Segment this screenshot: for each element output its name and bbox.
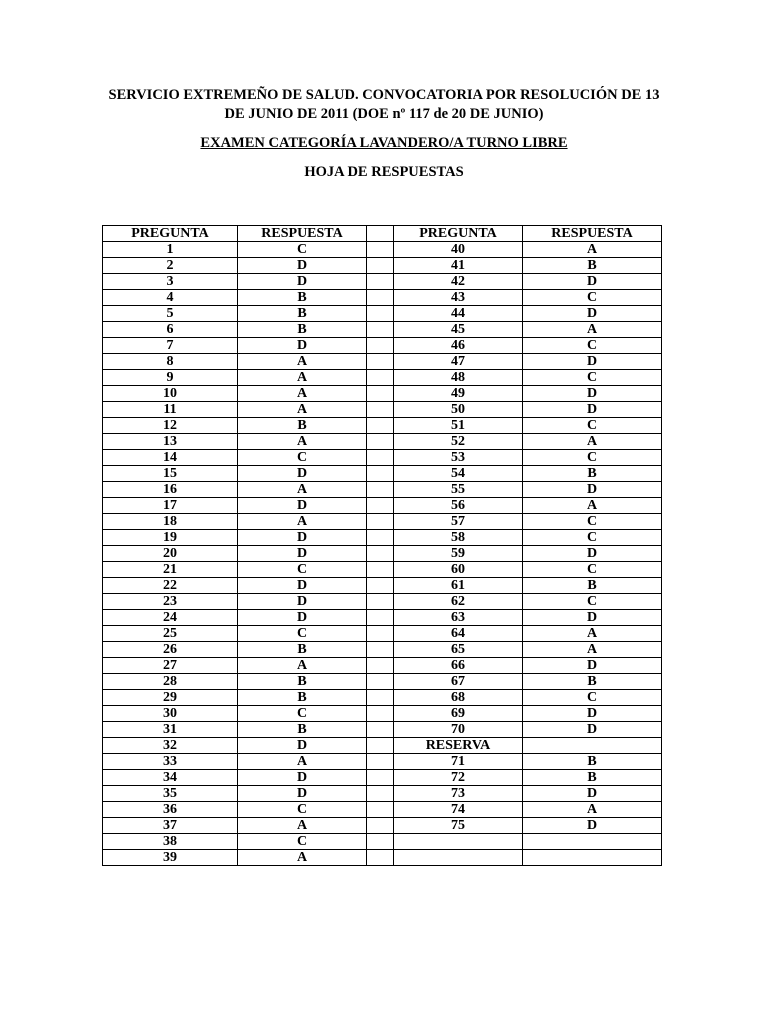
right-answer-letter: B	[523, 258, 662, 274]
left-answer-letter: C	[238, 626, 367, 642]
right-answer-letter: A	[523, 322, 662, 338]
right-question-number: 64	[394, 626, 523, 642]
right-question-number: 52	[394, 434, 523, 450]
column-spacer	[367, 402, 394, 418]
right-answer-letter: C	[523, 450, 662, 466]
right-question-number: 65	[394, 642, 523, 658]
left-answer-letter: B	[238, 722, 367, 738]
right-answer-letter: C	[523, 338, 662, 354]
table-row	[103, 514, 662, 530]
left-question-number: 15	[103, 466, 238, 482]
left-question-number: 8	[103, 354, 238, 370]
column-spacer	[367, 706, 394, 722]
right-question-number: 53	[394, 450, 523, 466]
right-question-number: 51	[394, 418, 523, 434]
left-answer-letter: A	[238, 850, 367, 866]
table-row	[103, 242, 662, 258]
answer-table-body	[103, 226, 662, 866]
table-row	[103, 690, 662, 706]
right-question-number: 58	[394, 530, 523, 546]
column-spacer	[367, 450, 394, 466]
table-row	[103, 674, 662, 690]
column-spacer	[367, 754, 394, 770]
column-spacer	[367, 386, 394, 402]
left-answer-letter: D	[238, 258, 367, 274]
right-question-number: 60	[394, 562, 523, 578]
column-spacer	[367, 306, 394, 322]
right-answer-letter: D	[523, 482, 662, 498]
left-question-number: 5	[103, 306, 238, 322]
column-spacer	[367, 610, 394, 626]
table-header-row	[103, 226, 662, 242]
left-answer-letter: D	[238, 338, 367, 354]
left-answer-letter: B	[238, 690, 367, 706]
right-question-number: 66	[394, 658, 523, 674]
left-question-number: 17	[103, 498, 238, 514]
left-answer-letter: A	[238, 818, 367, 834]
column-spacer	[367, 338, 394, 354]
table-row	[103, 434, 662, 450]
right-answer-letter: D	[523, 610, 662, 626]
column-spacer	[367, 722, 394, 738]
right-answer-letter: B	[523, 674, 662, 690]
table-row	[103, 754, 662, 770]
table-row	[103, 594, 662, 610]
right-answer-letter: C	[523, 562, 662, 578]
right-question-number: 75	[394, 818, 523, 834]
left-answer-letter: C	[238, 242, 367, 258]
left-question-number: 35	[103, 786, 238, 802]
right-answer-letter: A	[523, 642, 662, 658]
left-answer-letter: A	[238, 402, 367, 418]
right-answer-letter: C	[523, 690, 662, 706]
left-question-number: 24	[103, 610, 238, 626]
left-answer-header: RESPUESTA	[238, 226, 367, 242]
right-question-number: 54	[394, 466, 523, 482]
right-answer-letter: D	[523, 818, 662, 834]
right-question-number: 41	[394, 258, 523, 274]
left-answer-letter: B	[238, 306, 367, 322]
column-spacer	[367, 354, 394, 370]
left-question-number: 12	[103, 418, 238, 434]
column-spacer	[367, 258, 394, 274]
right-question-number: 63	[394, 610, 523, 626]
left-question-number: 2	[103, 258, 238, 274]
left-answer-letter: C	[238, 802, 367, 818]
left-question-number: 16	[103, 482, 238, 498]
right-answer-letter: D	[523, 658, 662, 674]
column-spacer	[367, 434, 394, 450]
column-spacer	[367, 818, 394, 834]
left-question-number: 1	[103, 242, 238, 258]
right-answer-letter	[523, 834, 662, 850]
left-question-number: 23	[103, 594, 238, 610]
table-row	[103, 450, 662, 466]
left-answer-letter: B	[238, 322, 367, 338]
right-answer-letter: B	[523, 578, 662, 594]
right-answer-letter: C	[523, 418, 662, 434]
table-row	[103, 290, 662, 306]
column-spacer	[367, 322, 394, 338]
table-row	[103, 482, 662, 498]
left-answer-letter: A	[238, 434, 367, 450]
left-answer-letter: A	[238, 386, 367, 402]
right-question-header: PREGUNTA	[394, 226, 523, 242]
left-answer-letter: C	[238, 450, 367, 466]
table-row	[103, 322, 662, 338]
table-row	[103, 850, 662, 866]
table-row	[103, 386, 662, 402]
left-answer-letter: A	[238, 754, 367, 770]
table-row	[103, 546, 662, 562]
right-answer-header: RESPUESTA	[523, 226, 662, 242]
table-row	[103, 402, 662, 418]
left-question-number: 37	[103, 818, 238, 834]
left-answer-letter: C	[238, 834, 367, 850]
right-answer-letter: B	[523, 466, 662, 482]
table-row	[103, 834, 662, 850]
left-answer-letter: C	[238, 562, 367, 578]
right-question-number: 57	[394, 514, 523, 530]
table-row	[103, 578, 662, 594]
left-answer-letter: C	[238, 706, 367, 722]
column-spacer	[367, 562, 394, 578]
left-question-number: 22	[103, 578, 238, 594]
left-question-number: 13	[103, 434, 238, 450]
table-row	[103, 338, 662, 354]
table-row	[103, 306, 662, 322]
right-question-number: 59	[394, 546, 523, 562]
column-spacer	[367, 418, 394, 434]
right-question-number: 42	[394, 274, 523, 290]
right-question-number: 68	[394, 690, 523, 706]
left-question-number: 31	[103, 722, 238, 738]
left-question-number: 3	[103, 274, 238, 290]
right-question-number: 72	[394, 770, 523, 786]
right-question-number: 45	[394, 322, 523, 338]
table-row	[103, 498, 662, 514]
table-row	[103, 610, 662, 626]
column-spacer	[367, 498, 394, 514]
left-question-number: 20	[103, 546, 238, 562]
right-answer-letter: B	[523, 770, 662, 786]
right-answer-letter: C	[523, 370, 662, 386]
column-spacer	[367, 786, 394, 802]
left-answer-letter: D	[238, 466, 367, 482]
left-answer-letter: A	[238, 514, 367, 530]
column-spacer	[367, 674, 394, 690]
table-row	[103, 818, 662, 834]
left-question-number: 7	[103, 338, 238, 354]
left-question-number: 4	[103, 290, 238, 306]
left-question-header: PREGUNTA	[103, 226, 238, 242]
right-question-number: 47	[394, 354, 523, 370]
right-question-number: 56	[394, 498, 523, 514]
table-row	[103, 738, 662, 754]
left-question-number: 19	[103, 530, 238, 546]
left-answer-letter: D	[238, 786, 367, 802]
column-spacer	[367, 690, 394, 706]
left-question-number: 39	[103, 850, 238, 866]
left-answer-letter: D	[238, 594, 367, 610]
right-question-number: 48	[394, 370, 523, 386]
right-answer-letter: D	[523, 386, 662, 402]
column-spacer	[367, 770, 394, 786]
table-row	[103, 370, 662, 386]
right-answer-letter: C	[523, 594, 662, 610]
right-answer-letter: D	[523, 306, 662, 322]
table-row	[103, 466, 662, 482]
table-row	[103, 530, 662, 546]
left-question-number: 6	[103, 322, 238, 338]
left-question-number: 25	[103, 626, 238, 642]
left-answer-letter: A	[238, 354, 367, 370]
table-row	[103, 354, 662, 370]
table-row	[103, 642, 662, 658]
right-answer-letter: D	[523, 354, 662, 370]
right-question-number	[394, 850, 523, 866]
left-answer-letter: A	[238, 482, 367, 498]
left-question-number: 36	[103, 802, 238, 818]
table-row	[103, 626, 662, 642]
exam-category-title: EXAMEN CATEGORÍA LAVANDERO/A TURNO LIBRE	[200, 135, 568, 151]
right-question-number: 73	[394, 786, 523, 802]
left-answer-letter: B	[238, 674, 367, 690]
right-answer-letter	[523, 738, 662, 754]
left-question-number: 26	[103, 642, 238, 658]
right-question-number: 70	[394, 722, 523, 738]
answer-sheet-title: HOJA DE RESPUESTAS	[304, 164, 464, 180]
left-question-number: 33	[103, 754, 238, 770]
left-answer-letter: A	[238, 658, 367, 674]
left-question-number: 27	[103, 658, 238, 674]
table-row	[103, 562, 662, 578]
right-question-number	[394, 834, 523, 850]
left-answer-letter: D	[238, 274, 367, 290]
column-spacer	[367, 642, 394, 658]
column-spacer	[367, 242, 394, 258]
column-spacer	[367, 370, 394, 386]
right-answer-letter: A	[523, 242, 662, 258]
right-answer-letter: D	[523, 722, 662, 738]
column-spacer	[367, 626, 394, 642]
right-question-number: 43	[394, 290, 523, 306]
column-spacer	[367, 530, 394, 546]
document-title: SERVICIO EXTREMEÑO DE SALUD. CONVOCATORIA POR RESOLUCIÓN DE 13 DE JUNIO DE 2011 (DOE nº 117 de 20 DE JUNIO)	[108, 87, 660, 122]
right-answer-letter: A	[523, 434, 662, 450]
left-answer-letter: B	[238, 418, 367, 434]
right-answer-letter: C	[523, 290, 662, 306]
column-spacer	[367, 514, 394, 530]
column-spacer	[367, 578, 394, 594]
right-question-number: 71	[394, 754, 523, 770]
left-answer-letter: D	[238, 738, 367, 754]
column-spacer	[367, 226, 394, 242]
left-question-number: 21	[103, 562, 238, 578]
right-question-number: 50	[394, 402, 523, 418]
left-answer-letter: D	[238, 530, 367, 546]
left-question-number: 28	[103, 674, 238, 690]
right-answer-letter: D	[523, 706, 662, 722]
right-answer-letter: D	[523, 402, 662, 418]
column-spacer	[367, 594, 394, 610]
left-question-number: 18	[103, 514, 238, 530]
left-answer-letter: D	[238, 610, 367, 626]
right-answer-letter: D	[523, 786, 662, 802]
right-question-number: 40	[394, 242, 523, 258]
right-answer-letter: D	[523, 274, 662, 290]
table-row	[103, 802, 662, 818]
left-answer-letter: B	[238, 642, 367, 658]
left-question-number: 11	[103, 402, 238, 418]
left-answer-letter: B	[238, 290, 367, 306]
right-answer-letter: A	[523, 498, 662, 514]
column-spacer	[367, 658, 394, 674]
left-question-number: 30	[103, 706, 238, 722]
right-question-number: 62	[394, 594, 523, 610]
right-answer-letter: C	[523, 514, 662, 530]
left-answer-letter: D	[238, 498, 367, 514]
column-spacer	[367, 738, 394, 754]
right-question-number: 44	[394, 306, 523, 322]
column-spacer	[367, 290, 394, 306]
right-question-number: 61	[394, 578, 523, 594]
column-spacer	[367, 546, 394, 562]
left-question-number: 29	[103, 690, 238, 706]
right-answer-letter	[523, 850, 662, 866]
column-spacer	[367, 834, 394, 850]
left-answer-letter: D	[238, 578, 367, 594]
right-answer-letter: A	[523, 802, 662, 818]
right-question-number: 55	[394, 482, 523, 498]
left-question-number: 32	[103, 738, 238, 754]
right-question-number: 67	[394, 674, 523, 690]
left-answer-letter: D	[238, 546, 367, 562]
right-question-number: 49	[394, 386, 523, 402]
left-question-number: 10	[103, 386, 238, 402]
table-row	[103, 418, 662, 434]
right-question-number: RESERVA	[394, 738, 523, 754]
right-question-number: 74	[394, 802, 523, 818]
table-row	[103, 658, 662, 674]
table-row	[103, 706, 662, 722]
column-spacer	[367, 466, 394, 482]
column-spacer	[367, 850, 394, 866]
left-answer-letter: D	[238, 770, 367, 786]
right-answer-letter: A	[523, 626, 662, 642]
right-answer-letter: D	[523, 546, 662, 562]
column-spacer	[367, 482, 394, 498]
right-answer-letter: B	[523, 754, 662, 770]
right-answer-letter: C	[523, 530, 662, 546]
column-spacer	[367, 802, 394, 818]
left-answer-letter: A	[238, 370, 367, 386]
left-question-number: 34	[103, 770, 238, 786]
table-row	[103, 258, 662, 274]
right-question-number: 69	[394, 706, 523, 722]
left-question-number: 9	[103, 370, 238, 386]
column-spacer	[367, 274, 394, 290]
table-row	[103, 786, 662, 802]
left-question-number: 38	[103, 834, 238, 850]
table-row	[103, 274, 662, 290]
right-question-number: 46	[394, 338, 523, 354]
table-row	[103, 770, 662, 786]
table-row	[103, 722, 662, 738]
answer-table	[102, 225, 662, 866]
left-question-number: 14	[103, 450, 238, 466]
